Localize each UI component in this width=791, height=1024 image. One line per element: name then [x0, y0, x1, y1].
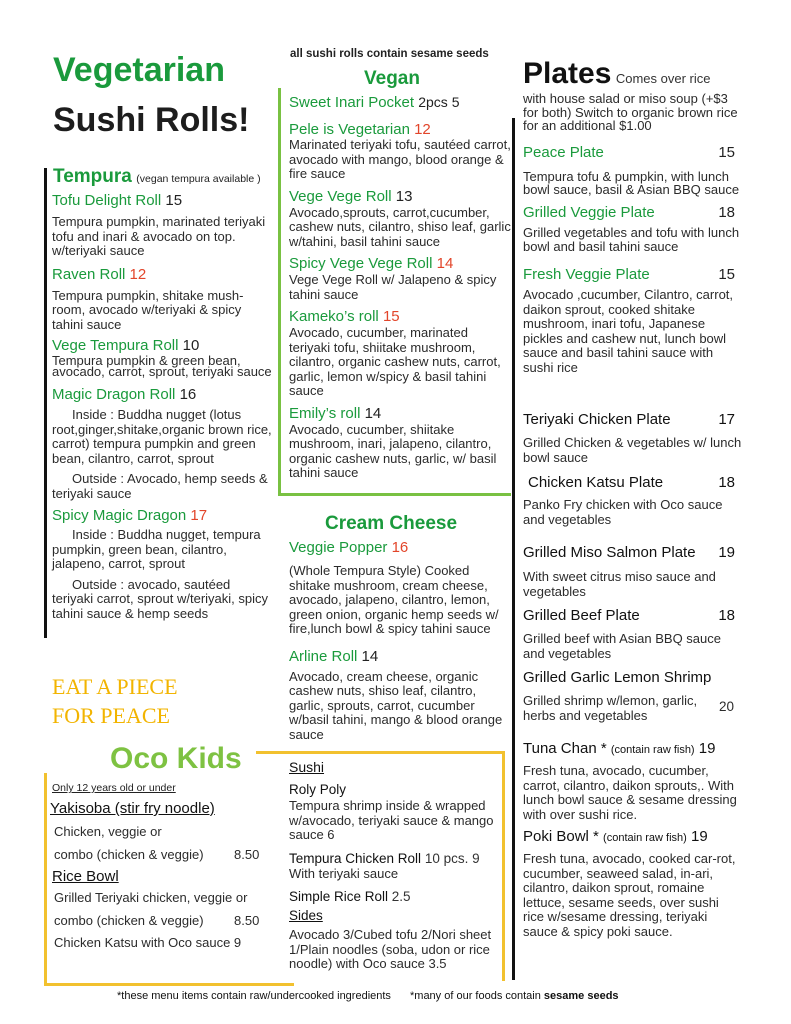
menu-item-title [52, 506, 274, 525]
menu-item-title [52, 191, 274, 210]
item-price: 20 [719, 699, 735, 714]
plates-group-1 [523, 143, 743, 375]
kids-box-bottom [44, 983, 294, 986]
item-name: Raven Roll [52, 265, 126, 283]
tempura-items [52, 191, 274, 621]
inside-label: Inside : [72, 407, 114, 422]
plates-header [523, 57, 763, 91]
menu-item-title [52, 265, 274, 284]
item-price: 10 pcs. 9 [424, 850, 480, 866]
raw-fish-note: (contain raw fish) [610, 744, 695, 756]
item-price: 16 [179, 386, 197, 403]
item-name: Teriyaki Chicken Plate [523, 411, 671, 428]
item-desc: Vege Vege Roll w/ Jalapeno & spicy tahini sauce [289, 272, 497, 302]
tuna-chan-title [523, 740, 743, 757]
poki-bowl-title [523, 828, 743, 845]
item-desc: Grilled shrimp w/lemon, garlic, herbs and vegetables [523, 693, 698, 723]
rice-bowl-line2: combo (chicken & veggie) [54, 913, 204, 928]
item-name: Emily’s roll [289, 404, 361, 422]
inside-label: Inside : [72, 527, 114, 542]
item-name: Vege Vege Roll [289, 187, 392, 205]
cream-cheese-items [289, 538, 511, 742]
item-price: 15 [718, 266, 735, 283]
item-desc: Marinated teriyaki tofu, sautéed carrot, avocado with mango, blood orange & fire sauce [289, 137, 511, 181]
vegetarian-title: Vegetarian [53, 51, 225, 89]
rice-bowl-price: 8.50 [234, 913, 260, 928]
tuna-chan-desc: Fresh tuna, avocado, cucumber, carrot, cilantro, daikon sprouts,. With lunch bowl sauce & sesame dressing with over sushi rice. [523, 763, 737, 822]
item-name: Kameko’s roll [289, 308, 379, 325]
item-desc: Avocado, cucumber, marinated teriyaki tofu, shiitake mushroom, cilantro, organic cashew nuts, carrot, garlic, lemon w/spicy & basil tahini sauce [289, 325, 501, 398]
raw-fish-note: (contain raw fish) [603, 832, 687, 844]
sushi-box [289, 759, 504, 972]
left-column-bar [44, 168, 47, 638]
item-price: 15 [718, 144, 735, 161]
yakisoba-price: 8.50 [234, 847, 260, 862]
roly-poly-name: Roly Poly [289, 782, 347, 797]
rice-bowl-line1: Grilled Teriyaki chicken, veggie or [54, 890, 248, 905]
item-price: 17 [190, 507, 208, 524]
sides-desc: Avocado 3/Cubed tofu 2/Nori sheet 1/Plain noodles (soba, udon or rice noodle) with Oco sauce 3.5 [289, 927, 492, 971]
item-desc: Tempura pumpkin, marinated teriyaki tofu and inari & avocado on top. w/teriyaki sauce [52, 214, 266, 258]
menu-item-title: Grilled Garlic Lemon Shrimp [523, 669, 712, 686]
item-outside [52, 472, 274, 501]
menu-item-title [289, 307, 511, 326]
poki-bowl-desc: Fresh tuna, avocado, cooked car-rot, cucumber, seaweed salad, in-ari, cilantro, daikon sprout, romaine lettuce, sesame seeds, over sushi rice w/sesame dressing, teriyaki sauce & spicy poki sauce. [523, 851, 736, 939]
item-price: 2.5 [391, 889, 411, 904]
kids-katsu-line: Chicken Katsu with Oco sauce 9 [54, 935, 242, 950]
vegan-title: Vegan [364, 68, 420, 89]
roly-poly-desc: Tempura shrimp inside & wrapped w/avocado, teriyaki sauce & mango sauce 6 [289, 798, 494, 842]
item-price: 15 [382, 308, 400, 325]
menu-item-title [52, 385, 274, 404]
yakisoba-line1: Chicken, veggie or [54, 824, 162, 839]
tempura-chicken-desc: With teriyaki sauce [289, 865, 399, 881]
item-price: 19 [698, 740, 716, 757]
outside-text: avocado, sautéed teriyaki carrot, sprout w/teriyaki, spicy tahini sauce & hemp seeds [52, 576, 269, 621]
menu-item-title [523, 143, 743, 162]
inside-text: Buddha nugget (lotus root,ginger,shitake,organic brown rice, carrot) tempura pumpkin and green bean, cilantro, carrot, sprout [52, 407, 272, 466]
item-desc: Tempura pumpkin & green bean, avocado, carrot, sprout, teriyaki sauce [52, 353, 272, 379]
item-desc: Panko Fry chicken with Oco sauce and vegetables [523, 497, 723, 527]
sesame-header-note: all sushi rolls contain sesame seeds [290, 48, 489, 60]
item-desc: Tempura pumpkin, shitake mush-room, avocado w/teriyaki & spicy tahini sauce [52, 287, 244, 332]
raw-fish-group [523, 740, 743, 939]
vegan-bottom-bar [278, 493, 511, 496]
menu-item-title [523, 606, 743, 625]
cream-cheese-title: Cream Cheese [325, 513, 458, 534]
item-price: 15 [165, 192, 183, 209]
menu-item-title [289, 538, 511, 557]
item-name: Spicy Vege Vege Roll [289, 255, 433, 272]
simple-rice-roll [289, 889, 504, 904]
item-desc: Grilled vegetables and tofu with lunch bowl and basil tahini sauce [523, 225, 740, 254]
item-desc: Avocado, cream cheese, organic cashew nuts, shiso leaf, cilantro, garlic, sprouts, carrot, cucumber w/basil tahini, mango & blood orange sauce [289, 668, 503, 742]
menu-item-title [289, 254, 511, 273]
menu-item-title [523, 473, 743, 492]
plates-intro-b: with house salad or miso soup (+$3 for both) Switch to organic brown rice for an additional $1.00 [523, 91, 738, 133]
item-price: 18 [718, 204, 735, 221]
item-price: 14 [436, 255, 454, 272]
plates-group-3 [523, 543, 743, 723]
item-price: 2pcs 5 [418, 94, 460, 110]
item-desc: Avocado ,cucumber, Cilantro, carrot, daikon sprout, cooked shitake mushroom, inari tofu, Japanese pickles and cashew nut, lunch bowl sauce and basil tahini sauce with sushi rice [523, 287, 734, 375]
item-price: 12 [129, 265, 147, 283]
menu-item-title [523, 543, 743, 562]
item-desc: (Whole Tempura Style) Cooked shitake mushroom, cream cheese, avocado, jalapeno, cilantro, lemon, green onion, organic hemp seeds w/ fire,lunch bowl & spicy tahini sauce [289, 563, 499, 636]
item-desc: Tempura tofu & pumpkin, with lunch bowl sauce, basil & Asian BBQ sauce [523, 169, 740, 197]
plates-intro-a: Comes over rice [615, 71, 711, 86]
item-price: 14 [361, 647, 379, 665]
tempura-heading [53, 166, 261, 188]
footer-raw-note: *these menu items contain raw/undercooked ingredients [117, 990, 391, 1002]
item-price: 18 [718, 474, 735, 491]
item-price: 17 [718, 411, 735, 428]
item-inside [52, 408, 274, 466]
slogan-line: FOR PEACE [52, 703, 170, 728]
sushi-box-top [256, 751, 504, 754]
item-name: Tofu Delight Roll [52, 192, 162, 209]
yakisoba-line2: combo (chicken & veggie) [54, 847, 204, 862]
item-name: Magic Dragon Roll [52, 386, 176, 403]
plates-group-2 [523, 410, 743, 527]
footer [117, 990, 737, 1002]
menu-item-title [523, 410, 743, 429]
item-inside [52, 528, 274, 572]
outside-label: Outside : [72, 471, 125, 486]
item-name: Peace Plate [523, 144, 604, 161]
item-name: Vege Tempura Roll [52, 337, 179, 354]
sides-title: Sides [289, 908, 323, 923]
item-name: Grilled Beef Plate [523, 607, 640, 624]
kids-box-left [44, 773, 47, 986]
sushi-rolls-title: Sushi Rolls! [53, 101, 250, 139]
footer-sesame-bold: sesame seeds [543, 990, 619, 1002]
tempura-heading-text: Tempura [53, 166, 132, 187]
item-price: 19 [718, 544, 735, 561]
eat-a-piece-slogan [52, 672, 178, 730]
oco-kids-title: Oco Kids [110, 742, 242, 775]
item-name: Tempura Chicken Roll [289, 850, 422, 866]
item-desc: Avocado,sprouts, carrot,cucumber, cashew nuts, cilantro, shiso leaf, garlic w/tahini, basil tahini sauce [289, 204, 511, 249]
item-price: 10 [182, 337, 200, 354]
vegan-items [289, 93, 511, 481]
item-name: Grilled Miso Salmon Plate [523, 544, 696, 561]
menu-item-title [523, 203, 743, 222]
kids-age-note: Only 12 years old or under [52, 782, 176, 794]
item-desc: With sweet citrus miso sauce and vegetables [523, 569, 716, 599]
item-name: Simple Rice Roll [289, 889, 389, 904]
item-desc: Avocado, cucumber, shiitake mushroom, inari, jalapeno, cilantro, organic cashew nuts, garlic, w/ basil tahini sauce [289, 421, 497, 480]
item-price: 19 [690, 828, 708, 845]
item-name: Pele is Vegetarian [289, 121, 410, 138]
item-name: Tuna Chan * [523, 740, 607, 757]
item-outside [52, 578, 274, 622]
menu-item-title [523, 265, 743, 284]
vegan-left-bar [278, 88, 281, 496]
item-name: Veggie Popper [289, 539, 388, 556]
yakisoba-title: Yakisoba (stir fry noodle) [50, 800, 215, 817]
item-name: Poki Bowl * [523, 828, 599, 845]
item-price: 14 [364, 404, 382, 422]
item-desc: Grilled Chicken & vegetables w/ lunch bowl sauce [523, 435, 742, 465]
slogan-line: EAT A PIECE [52, 674, 178, 699]
outside-text: Avocado, hemp seeds & teriyaki sauce [52, 471, 268, 501]
menu-item-title [289, 187, 511, 206]
item-name: Arline Roll [289, 647, 358, 665]
footer-sesame-note: *many of our foods contain [410, 990, 541, 1002]
item-name: Chicken Katsu Plate [528, 474, 664, 491]
item-price: 16 [391, 539, 409, 556]
sushi-title: Sushi [289, 759, 325, 775]
menu-item-title [289, 404, 511, 423]
item-desc: Grilled beef with Asian BBQ sauce and vegetables [523, 631, 721, 661]
item-price: 13 [395, 187, 413, 205]
vegan-tempura-note: (vegan tempura available ) [136, 173, 261, 185]
item-name: Grilled Veggie Plate [523, 204, 655, 221]
inside-text: Buddha nugget, tempura pumpkin, green bean, cilantro, jalapeno, carrot, sprout [52, 527, 261, 571]
item-price: 18 [718, 607, 735, 624]
plates-bar [512, 118, 515, 980]
item-name: Fresh Veggie Plate [523, 266, 650, 283]
rice-bowl-title: Rice Bowl [52, 868, 119, 885]
plates-title: Plates [523, 57, 612, 90]
item-price: 12 [414, 121, 431, 138]
menu-item-title [289, 647, 511, 666]
item-name: Sweet Inari Pocket [289, 94, 415, 111]
item-name: Spicy Magic Dragon [52, 507, 187, 524]
outside-label: Outside : [72, 576, 125, 592]
menu-item-title [289, 93, 511, 112]
tempura-chicken-roll [289, 851, 504, 866]
